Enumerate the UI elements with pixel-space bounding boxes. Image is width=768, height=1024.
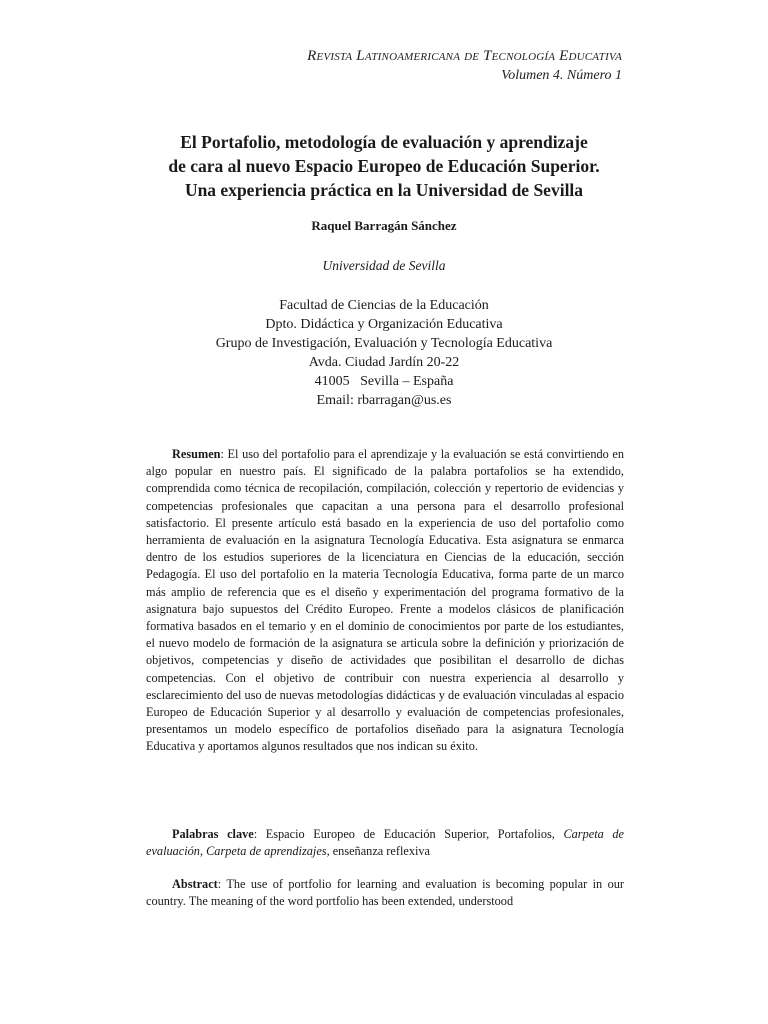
address-group: Grupo de Investigación, Evaluación y Tecnología Educativa [215,336,553,351]
address-faculty: Facultad de Ciencias de la Educación [279,298,489,313]
address-street: Avda. Ciudad Jardín 20-22 [308,355,460,370]
resumen-section [146,446,624,756]
resumen-text: : El uso del portafolio para el aprendizaje y la evaluación se está convirtiendo en algo popular en nuestro país. El significado de la palabra portafolios se ha extendido, comprendida como técnica de recopilación, compilación, colección y repertorio de evidencias y competencias profesionales que capacitan a una persona para el desarrollo profesional satisfactorio. El presente artículo está basado en la experiencia de uso del portafolio como herramienta de evaluación en la asignatura Tecnología Educativa. Esta asignatura se enmarca dentro de los estudios superiores de la licenciatura en Ciencias de la educación, sección Pedagogía. El uso del portafolio en la materia Tecnología Educativa, forma parte de un marco más amplio de referencia que es el diseño y experimentación del programa formativo de la asignatura bajo supuestos del Crédito Europeo. Frente a modelos clásicos de planificación formativa basados en el temario y en el dominio de conocimientos por parte de los estudiantes, el nuevo modelo de formación de la asignatura se articula sobre la definición y priorización de objetivos, competencias y diseño de actividades que posibilitan el desarrollo de dichas competencias. Con el objetivo de contribuir con nuestra experiencia al desarrollo y esclarecimiento del uso de nuevas metodologías didácticas y de evaluación vinculadas al espacio Europeo de Educación Superior y al desarrollo y evaluación de competencias profesionales, presentamos un modelo específico de portafolios diseñado para la asignatura Tecnología Educativa y aportamos algunos resultados que nos indican su éxito. [146,447,624,754]
title-line-2: de cara al nuevo Espacio Europeo de Educación Superior. [168,156,600,176]
title-line-1: El Portafolio, metodología de evaluación y aprendizaje [180,132,588,152]
resumen-paragraph [146,446,624,756]
keywords-label: Palabras clave [172,827,254,841]
volume-number: Volumen 4. Número 1 [501,68,622,83]
address-city: 41005 Sevilla – España [314,374,454,389]
keywords-text-2: , [199,844,207,859]
resumen-label: Resumen [172,447,221,461]
keywords-italic-1: Carpeta de evaluación [146,827,624,859]
keywords-italic-2: Carpeta de aprendizajes [206,844,327,859]
author-affiliation: Universidad de Sevilla [322,258,446,273]
keywords-text-1: : Espacio Europeo de Educación Superior, Portafolios, [253,827,564,841]
paper-title [100,130,668,202]
keywords-section [146,826,624,860]
abstract-label: Abstract [172,877,218,891]
author-name: Raquel Barragán Sánchez [311,218,457,233]
running-header [122,46,622,86]
abstract-paragraph [146,876,624,910]
keywords-text-3: , enseñanza reflexiva [326,844,430,859]
address-email: Email: rbarragan@us.es [316,393,452,408]
title-line-3: Una experiencia práctica en la Universidad de Sevilla [184,180,584,200]
address-department: Dpto. Didáctica y Organización Educativa [265,317,503,332]
abstract-section [146,876,624,910]
keywords-paragraph [146,826,624,860]
journal-name: Revista Latinoamericana de Tecnología Educativa [307,48,622,64]
abstract-text: : The use of portfolio for learning and evaluation is becoming popular in our country. The meaning of the word portfolio has been extended, understood [146,877,624,909]
author-address [100,296,668,410]
